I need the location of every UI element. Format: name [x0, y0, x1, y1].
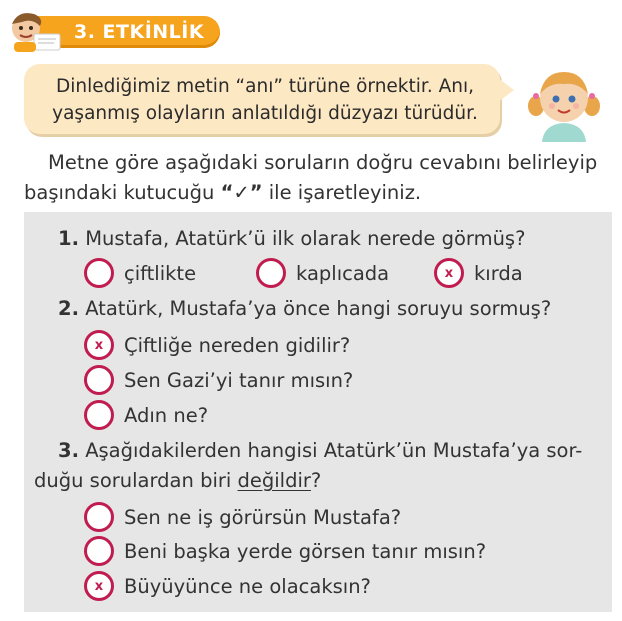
question-3-line-1	[58, 436, 598, 466]
question-1-text: Mustafa, Atatürk’ü ilk olarak nerede görmüş?	[85, 227, 526, 250]
q1-option-2[interactable]	[256, 258, 389, 288]
option-label: Adın ne?	[124, 403, 209, 427]
girl-character-icon	[522, 66, 606, 142]
instruction-text	[24, 148, 614, 208]
option-label: Sen ne iş görürsün Mustafa?	[124, 505, 402, 529]
activity-title: 3. ETKİNLİK	[74, 21, 205, 43]
answer-circle[interactable]	[84, 502, 114, 532]
activity-header	[4, 8, 224, 54]
question-3-text-1: Aşağıdakilerden hangisi Atatürk’ün Mustafa’ya sor-	[85, 439, 583, 462]
question-2-number: 2.	[58, 297, 79, 320]
question-3	[34, 436, 598, 496]
question-3-number: 3.	[58, 439, 79, 462]
answer-mark: x	[94, 337, 104, 353]
option-label: kırda	[474, 261, 523, 285]
instruction-line-2-end: ile işaretleyiniz.	[262, 181, 422, 204]
instruction-line-2-start: başındaki kutucuğu	[24, 181, 221, 204]
q2-option-3[interactable]	[84, 400, 208, 430]
question-2-text: Atatürk, Mustafa’ya önce hangi soruyu sormuş?	[85, 297, 552, 320]
answer-mark: x	[444, 265, 454, 281]
answer-circle[interactable]	[84, 400, 114, 430]
answer-circle[interactable]	[84, 571, 114, 601]
answer-mark: x	[94, 578, 104, 594]
answer-circle[interactable]	[84, 330, 114, 360]
answer-circle[interactable]	[84, 258, 114, 288]
question-3-line-2	[34, 466, 598, 496]
q3-option-1[interactable]	[84, 502, 401, 532]
info-speech-bubble	[24, 64, 500, 134]
answer-circle[interactable]	[84, 536, 114, 566]
q3-option-2[interactable]	[84, 536, 486, 566]
question-1-number: 1.	[58, 227, 79, 250]
question-3-text-3: ?	[310, 469, 322, 492]
option-label: Büyüyünce ne olacaksın?	[124, 574, 371, 598]
option-label: Çiftliğe nereden gidilir?	[124, 333, 351, 357]
option-label: kaplıcada	[296, 261, 390, 285]
q1-option-3[interactable]	[434, 258, 523, 288]
question-1	[58, 224, 525, 254]
q2-option-2[interactable]	[84, 365, 353, 395]
answer-circle[interactable]	[256, 258, 286, 288]
answer-circle[interactable]	[434, 258, 464, 288]
q1-option-1[interactable]	[84, 258, 196, 288]
emphasis-underlined-word: değildir	[237, 469, 311, 492]
check-mark-symbol: “✓”	[220, 181, 263, 204]
q3-option-3[interactable]	[84, 571, 371, 601]
info-text	[40, 73, 490, 127]
questions-panel	[24, 212, 612, 612]
instruction-line-2	[24, 178, 614, 208]
instruction-line-1: Metne göre aşağıdaki soruların doğru cevabını belirleyip	[48, 151, 598, 174]
option-label: Beni başka yerde görsen tanır mısın?	[124, 539, 487, 563]
q2-option-1[interactable]	[84, 330, 350, 360]
option-label: Sen Gazi’yi tanır mısın?	[124, 368, 354, 392]
answer-circle[interactable]	[84, 365, 114, 395]
bubble-tail	[498, 78, 514, 102]
question-3-text-2: duğu sorulardan biri	[34, 469, 238, 492]
info-line-1: Dinlediğimiz metin “anı” türüne örnektir. Anı,	[56, 76, 474, 97]
boy-mascot-icon	[4, 8, 64, 54]
question-2	[58, 294, 551, 324]
option-label: çiftlikte	[124, 261, 197, 285]
info-line-2: yaşanmış olayların anlatıldığı düzyazı türüdür.	[52, 103, 478, 124]
